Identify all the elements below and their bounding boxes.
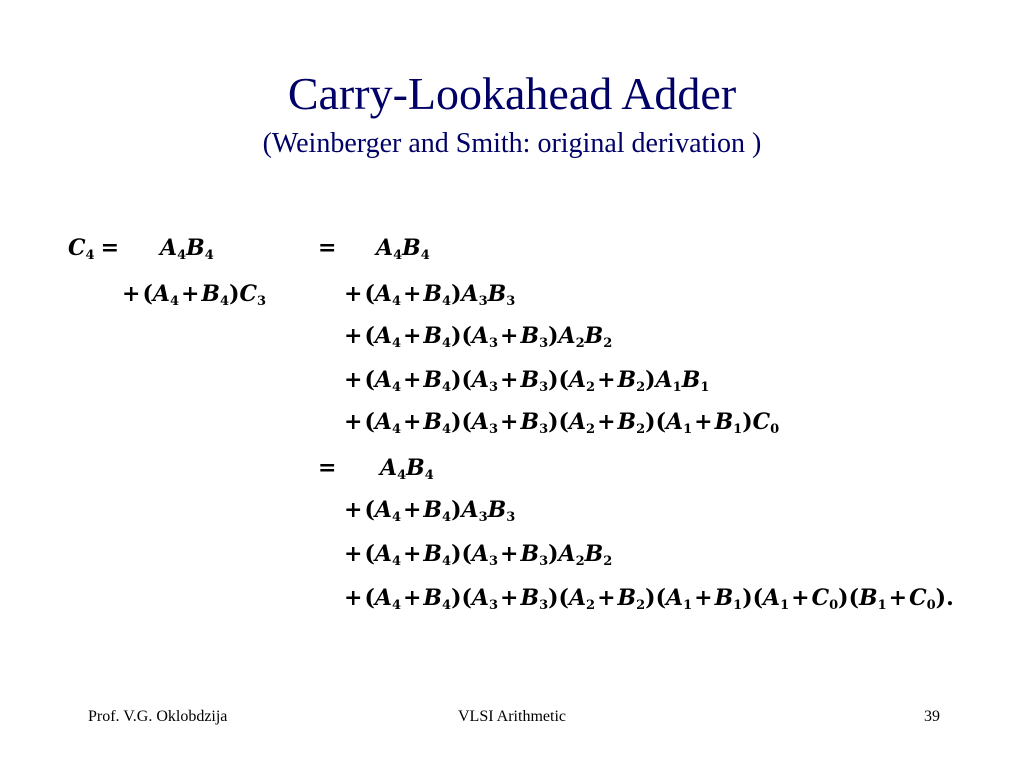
slide-subtitle: (Weinberger and Smith: original derivation )	[262, 128, 762, 159]
rhs2-line-1: $A_4B_4$	[380, 455, 434, 483]
footer-author: Prof. V.G. Oklobdzija	[88, 708, 228, 725]
footer-course: VLSI Arithmetic	[458, 708, 566, 725]
footer-page-number: 39	[924, 708, 940, 725]
slide-title: Carry-Lookahead Adder	[287, 68, 737, 119]
rhs1-line-3: $+(A_4+B_4)(A_3+B_3)A_2B_2$	[344, 323, 613, 351]
equation-lhs-continuation: $+(A_4+B_4)C_3$	[122, 281, 267, 309]
rhs1-line-5: $+(A_4+B_4)(A_3+B_3)(A_2+B_2)(A_1+B_1)C_0$	[344, 409, 780, 437]
rhs2-line-3: $+(A_4+B_4)(A_3+B_3)A_2B_2$	[344, 541, 613, 569]
equation-lhs: $C_4$ =	[68, 235, 119, 263]
rhs2-line-2: $+(A_4+B_4)A_3B_3$	[344, 497, 516, 525]
equals-sign-1: =	[318, 235, 337, 261]
rhs2-line-4: $+(A_4+B_4)(A_3+B_3)(A_2+B_2)(A_1+B_1)(A_1+C_0)(B_1+C_0)$.	[344, 585, 954, 613]
equation-first-term: $A_4B_4$	[160, 235, 214, 263]
equals-sign-2: =	[318, 455, 337, 481]
rhs1-line-1: $A_4B_4$	[376, 235, 430, 263]
rhs1-line-2: $+(A_4+B_4)A_3B_3$	[344, 281, 516, 309]
rhs1-line-4: $+(A_4+B_4)(A_3+B_3)(A_2+B_2)A_1B_1$	[344, 367, 710, 395]
